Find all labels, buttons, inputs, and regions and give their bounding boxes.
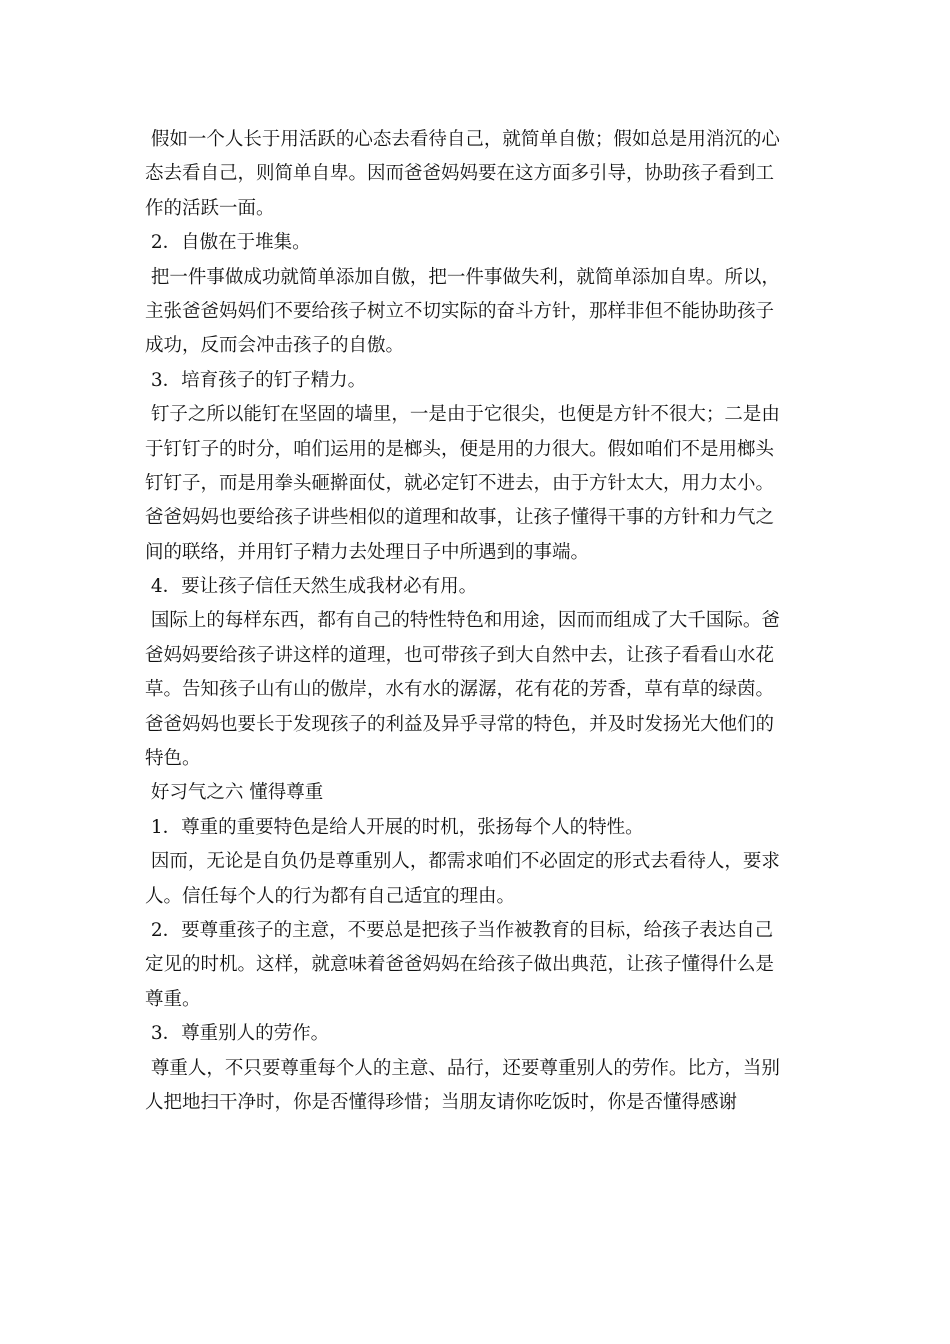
text-line: 把一件事做成功就简单添加自傲，把一件事做失利，就简单添加自卑。所以， [145, 266, 780, 288]
list-item-heading: 2．要尊重孩子的主意，不要总是把孩子当作被教育的目标，给孩子表达自己 [145, 919, 774, 941]
list-item-heading: 4．要让孩子信任天然生成我材必有用。 [145, 576, 478, 598]
list-item-heading: 3．尊重别人的劳作。 [145, 1023, 330, 1045]
text-line: 钉子之所以能钉在坚固的墙里，一是由于它很尖，也便是方针不很大；二是由 [145, 404, 780, 426]
text-line: 于钉钉子的时分，咱们运用的是榔头，便是用的力很大。假如咱们不是用榔头 [145, 438, 775, 460]
text-line: 爸妈妈要给孩子讲这样的道理，也可带孩子到大自然中去，让孩子看看山水花 [145, 644, 775, 666]
text-line: 人。信任每个人的行为都有自己适宜的理由。 [145, 885, 516, 907]
body-text [145, 123, 815, 1120]
text-line: 草。告知孩子山有山的傲岸，水有水的潺潺，花有花的芳香，草有草的绿茵。 [145, 679, 775, 701]
text-line: 作的活跃一面。 [145, 197, 275, 219]
text-line: 主张爸爸妈妈们不要给孩子树立不切实际的奋斗方针，那样非但不能协助孩子 [145, 300, 775, 322]
section-heading: 好习气之六 懂得尊重 [145, 782, 324, 804]
text-line: 因而，无论是自负仍是尊重别人，都需求咱们不必固定的形式去看待人，要求 [145, 851, 780, 873]
text-line: 尊重。 [145, 988, 201, 1010]
text-line: 成功，反而会冲击孩子的自傲。 [145, 335, 405, 357]
text-line: 特色。 [145, 748, 201, 770]
text-line: 态去看自己，则简单自卑。因而爸爸妈妈要在这方面多引导，协助孩子看到工 [145, 163, 775, 185]
text-line: 假如一个人长于用活跃的心态去看待自己，就简单自傲；假如总是用消沉的心 [145, 129, 780, 150]
list-item-heading: 2．自傲在于堆集。 [145, 232, 311, 254]
text-line: 爸爸妈妈也要长于发现孩子的利益及异乎寻常的特色，并及时发扬光大他们的 [145, 713, 775, 735]
text-line: 国际上的每样东西，都有自己的特性特色和用途，因而而组成了大千国际。爸 [145, 610, 780, 632]
text-line: 爸爸妈妈也要给孩子讲些相似的道理和故事，让孩子懂得干事的方针和力气之 [145, 507, 775, 529]
text-line: 间的联络，并用钉子精力去处理日子中所遇到的事端。 [145, 541, 590, 563]
text-line: 尊重人，不只要尊重每个人的主意、品行，还要尊重别人的劳作。比方，当别 [145, 1057, 780, 1079]
text-line: 钉钉子，而是用拳头砸擀面仗，就必定钉不进去，由于方针太大，用力太小。 [145, 472, 775, 494]
list-item-heading: 3．培育孩子的钉子精力。 [145, 369, 367, 391]
text-line: 人把地扫干净时，你是否懂得珍惜；当朋友请你吃饭时，你是否懂得感谢 [145, 1091, 738, 1113]
list-item-heading: 1．尊重的重要特色是给人开展的时机，张扬每个人的特性。 [145, 816, 644, 838]
text-line: 定见的时机。这样，就意味着爸爸妈妈在给孩子做出典范，让孩子懂得什么是 [145, 954, 775, 976]
